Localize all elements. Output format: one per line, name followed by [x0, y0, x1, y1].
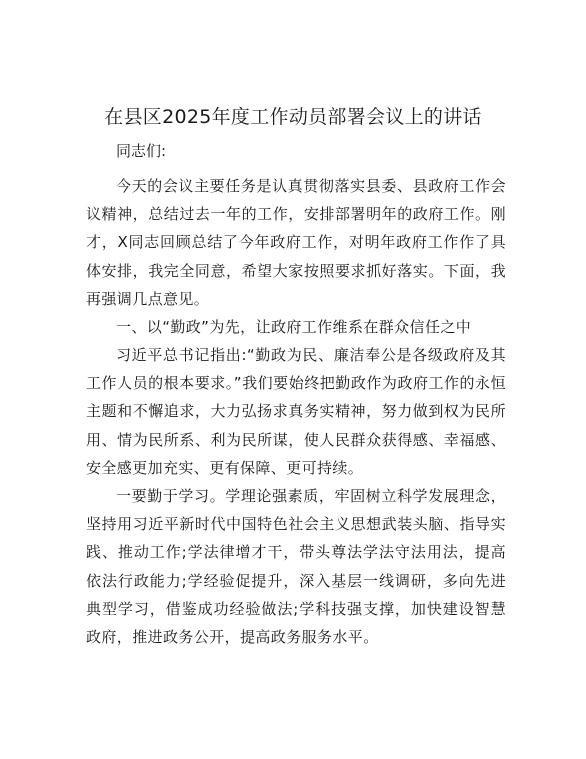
greeting: 同志们:: [116, 142, 167, 160]
section-heading: 一、以“勤政”为先，让政府工作维系在群众信任之中: [116, 318, 472, 336]
document-title: 在县区2025年度工作动员部署会议上的讲话: [104, 106, 482, 128]
opening-paragraph: 今天的会议主要任务是认真贯彻落实县委、县政府工作会议精神，总结过去一年的工作，安排部署明年的政府工作。刚才，X同志回顾总结了今年政府工作，对明年政府工作作了具体安排，我完全同意，希望大家按照要求抓好落实。下面，我再强调几点意见。: [86, 177, 506, 308]
quote-paragraph: 习近平总书记指出:“勤政为民、廉洁奉公是各级政府及其工作人员的根本要求。”我们要始终把勤政作为政府工作的永恒主题和不懈追求，大力弘扬求真务实精神，努力做到权为民所用、情为民所系、利为民所谋，使人民群众获得感、幸福感、安全感更加充实、更有保障、更可持续。: [86, 346, 506, 477]
study-paragraph: 一要勤于学习。学理论强素质，牢固树立科学发展理念，坚持用习近平新时代中国特色社会主义思想武装头脑、指导实践、推动工作;学法律增才干，带头尊法学法守法用法，提高依法行政能力;学经验促提升，深入基层一线调研，多向先进典型学习，借鉴成功经验做法;学科技强支撑，加快建设智慧政府，推进政务公开，提高政务服务水平。: [86, 487, 506, 647]
